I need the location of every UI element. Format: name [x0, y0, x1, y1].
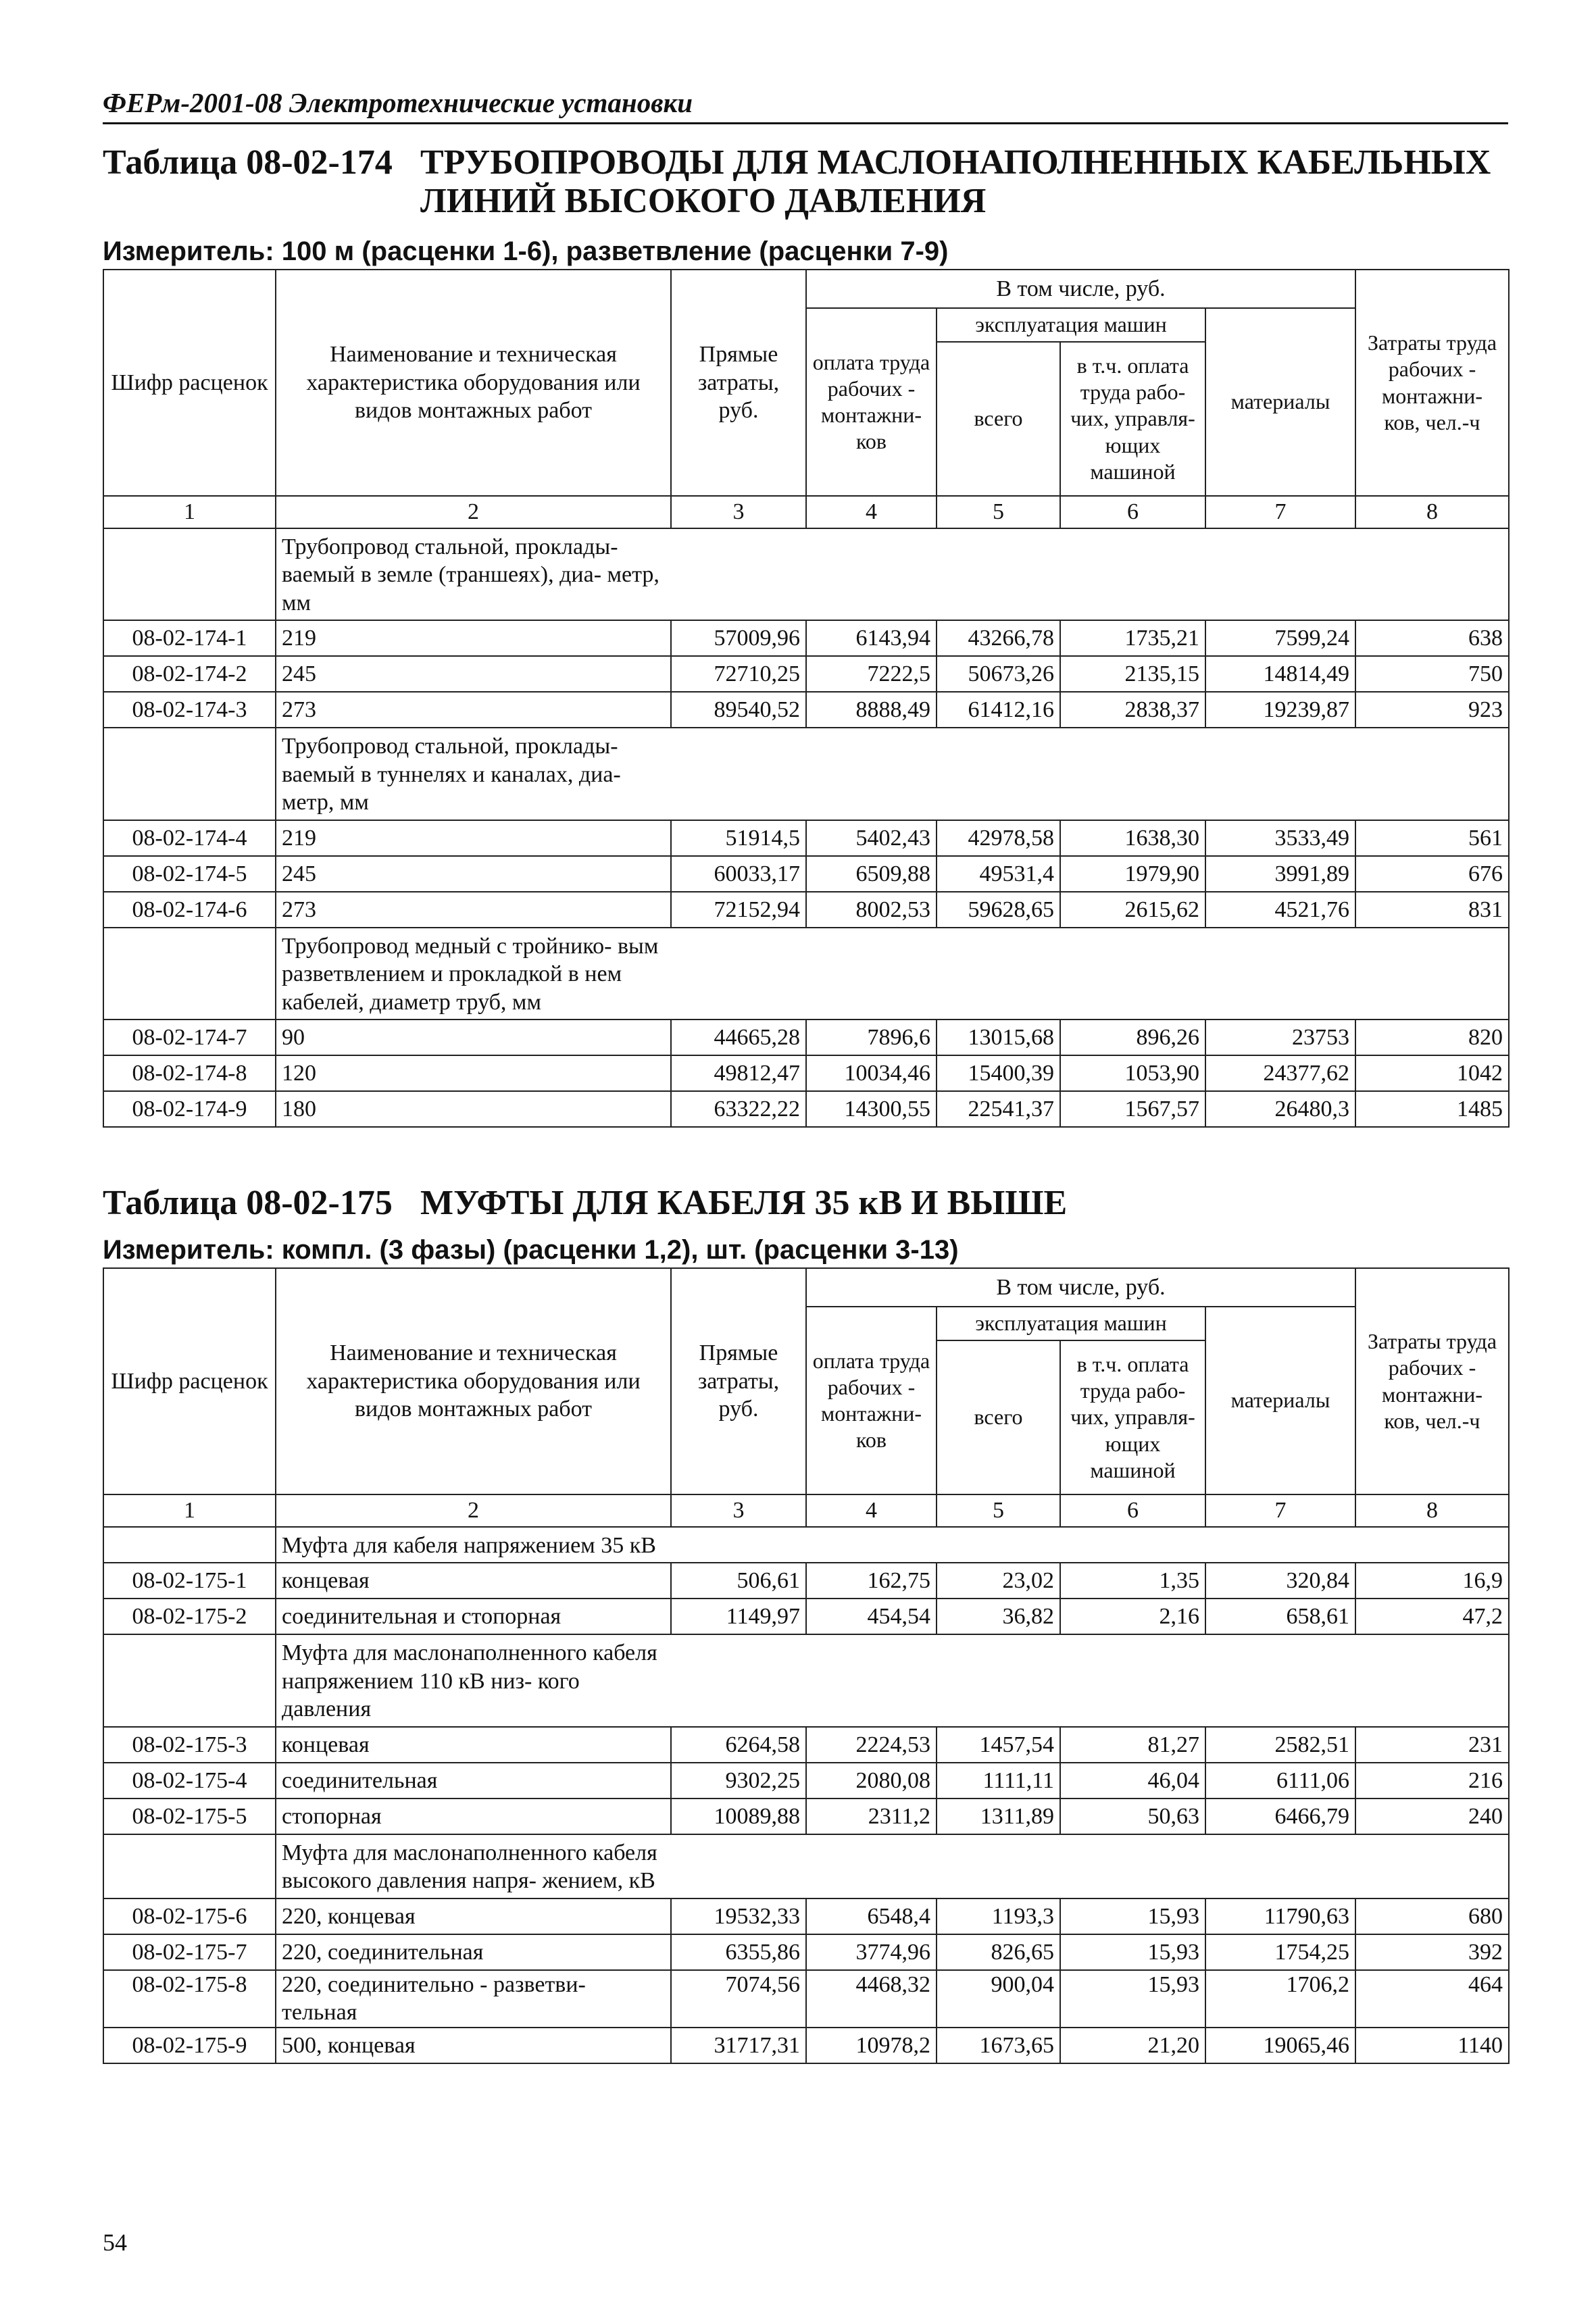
cell-materials: 6111,06 [1205, 1763, 1355, 1799]
table-row [103, 892, 1509, 928]
table-row [103, 1055, 1509, 1091]
table-row [103, 1763, 1509, 1799]
cell-code: 08-02-174-9 [103, 1091, 276, 1127]
cell-direct: 506,61 [671, 1563, 806, 1599]
cell-labor-pay: 7222,5 [806, 656, 937, 692]
cell-labor-pay: 10034,46 [806, 1055, 937, 1091]
cell-materials: 658,61 [1205, 1599, 1355, 1634]
cell-direct: 49812,47 [671, 1055, 806, 1091]
header-including: В том числе, руб. [806, 1268, 1355, 1307]
cell-labor-pay: 454,54 [806, 1599, 937, 1634]
cell-code: 08-02-175-2 [103, 1599, 276, 1634]
table-row [103, 856, 1509, 892]
cell-labor-pay: 6509,88 [806, 856, 937, 892]
measure-line: Измеритель: компл. (3 фазы) (расценки 1,2), шт. (расценки 3-13) [103, 1235, 959, 1265]
cell-labor-pay: 162,75 [806, 1563, 937, 1599]
column-number: 4 [806, 496, 937, 528]
table-row [103, 1934, 1509, 1970]
header-labor-pay: оплата труда рабочих - монтажни- ков [806, 308, 937, 496]
cell-labor-hours: 638 [1355, 620, 1509, 656]
cell-name: концевая [276, 1727, 671, 1763]
cell-direct: 10089,88 [671, 1799, 806, 1834]
cell-name: 500, концевая [276, 2028, 671, 2063]
cell-labor-hours: 231 [1355, 1727, 1509, 1763]
cell-machines-labor: 1638,30 [1060, 820, 1205, 856]
cell-materials: 1754,25 [1205, 1934, 1355, 1970]
table-row [103, 692, 1509, 728]
measure-line: Измеритель: 100 м (расценки 1-6), разветвление (расценки 7-9) [103, 236, 949, 266]
cell-machines-labor: 2,16 [1060, 1599, 1205, 1634]
cell-machines: 1311,89 [937, 1799, 1060, 1834]
cell-name: 90 [276, 1020, 671, 1055]
cell-labor-pay: 3774,96 [806, 1934, 937, 1970]
group-row [103, 728, 1509, 820]
table-row [103, 1020, 1509, 1055]
cell-name: 245 [276, 856, 671, 892]
cell-materials: 26480,3 [1205, 1091, 1355, 1127]
cell-name: 220, соединительно - разветви- тельная [276, 1970, 671, 2028]
column-number: 4 [806, 1494, 937, 1527]
cell-name: концевая [276, 1563, 671, 1599]
cell-labor-pay: 2224,53 [806, 1727, 937, 1763]
cell-direct: 7074,56 [671, 1970, 806, 2028]
column-numbers-row [103, 496, 1509, 528]
table-row [103, 620, 1509, 656]
cell-code: 08-02-174-7 [103, 1020, 276, 1055]
table-row [103, 1599, 1509, 1634]
cell-machines-labor: 15,93 [1060, 1898, 1205, 1934]
cell-labor-pay: 14300,55 [806, 1091, 937, 1127]
cell-machines-labor: 21,20 [1060, 2028, 1205, 2063]
column-number: 1 [103, 1494, 276, 1527]
cell-code: 08-02-174-3 [103, 692, 276, 728]
running-header: ФЕРм-2001-08 Электротехнические установки [103, 88, 1508, 124]
cell-materials: 19065,46 [1205, 2028, 1355, 2063]
cell-machines-labor: 1567,57 [1060, 1091, 1205, 1127]
cell-machines-labor: 81,27 [1060, 1727, 1205, 1763]
cell-code: 08-02-174-2 [103, 656, 276, 692]
header-name: Наименование и техническая характеристика оборудования или видов монтажных работ [276, 1268, 671, 1494]
cell-materials: 1706,2 [1205, 1970, 1355, 2028]
header-materials: материалы [1205, 1307, 1355, 1494]
cell-machines-labor: 2615,62 [1060, 892, 1205, 928]
cell-machines-labor: 15,93 [1060, 1970, 1205, 2028]
cell-materials: 6466,79 [1205, 1799, 1355, 1834]
cell-materials: 2582,51 [1205, 1727, 1355, 1763]
cell-labor-hours: 923 [1355, 692, 1509, 728]
group-row [103, 1527, 1509, 1563]
column-numbers-row [103, 1494, 1509, 1527]
column-number: 1 [103, 496, 276, 528]
group-title: Муфта для маслонаполненного кабеля высокого давления напря- жением, кВ [282, 1840, 657, 1894]
cell-labor-hours: 1140 [1355, 2028, 1509, 2063]
cell-name: 220, соединительная [276, 1934, 671, 1970]
cell-direct: 9302,25 [671, 1763, 806, 1799]
cell-labor-hours: 676 [1355, 856, 1509, 892]
table-number: Таблица 08-02-174 [103, 143, 393, 182]
cell-direct: 89540,52 [671, 692, 806, 728]
cell-code: 08-02-175-5 [103, 1799, 276, 1834]
cell-direct: 72710,25 [671, 656, 806, 692]
column-number: 3 [671, 1494, 806, 1527]
column-number: 8 [1355, 1494, 1509, 1527]
cell-direct: 72152,94 [671, 892, 806, 928]
column-number: 2 [276, 1494, 671, 1527]
header-labor-pay: оплата труда рабочих - монтажни- ков [806, 1307, 937, 1494]
cell-name: 219 [276, 820, 671, 856]
rates-table-174 [103, 269, 1510, 1128]
cell-machines-labor: 896,26 [1060, 1020, 1205, 1055]
table-row [103, 1799, 1509, 1834]
cell-machines: 1457,54 [937, 1727, 1060, 1763]
header-machines-labor: в т.ч. оплата труда рабо- чих, управля- ющих машиной [1060, 1340, 1205, 1494]
cell-materials: 3991,89 [1205, 856, 1355, 892]
cell-labor-hours: 820 [1355, 1020, 1509, 1055]
cell-direct: 31717,31 [671, 2028, 806, 2063]
table-row [103, 656, 1509, 692]
cell-labor-pay: 2311,2 [806, 1799, 937, 1834]
cell-labor-pay: 4468,32 [806, 1970, 937, 2028]
group-row [103, 928, 1509, 1020]
cell-machines-labor: 1053,90 [1060, 1055, 1205, 1091]
header-machines: эксплуатация машин [937, 1307, 1205, 1340]
cell-machines-labor: 1979,90 [1060, 856, 1205, 892]
cell-name: 245 [276, 656, 671, 692]
header-labor-hours: Затраты труда рабочих - монтажни- ков, чел.-ч [1355, 1268, 1509, 1494]
column-number: 6 [1060, 1494, 1205, 1527]
cell-code: 08-02-175-9 [103, 2028, 276, 2063]
header-direct-costs: Прямые затраты, руб. [671, 1268, 806, 1494]
column-number: 5 [937, 1494, 1060, 1527]
cell-machines-labor: 2135,15 [1060, 656, 1205, 692]
cell-labor-pay: 10978,2 [806, 2028, 937, 2063]
cell-labor-hours: 1042 [1355, 1055, 1509, 1091]
cell-materials: 4521,76 [1205, 892, 1355, 928]
cell-name: 273 [276, 692, 671, 728]
cell-machines-labor: 1,35 [1060, 1563, 1205, 1599]
header-machines-labor: в т.ч. оплата труда рабо- чих, управля- ющих машиной [1060, 342, 1205, 496]
cell-code: 08-02-175-3 [103, 1727, 276, 1763]
cell-materials: 11790,63 [1205, 1898, 1355, 1934]
cell-materials: 7599,24 [1205, 620, 1355, 656]
table-name: ТРУБОПРОВОДЫ ДЛЯ МАСЛОНАПОЛНЕННЫХ КАБЕЛЬНЫХ ЛИНИЙ ВЫСОКОГО ДАВЛЕНИЯ [420, 143, 1491, 221]
cell-direct: 60033,17 [671, 856, 806, 892]
cell-machines: 42978,58 [937, 820, 1060, 856]
group-title: Муфта для маслонаполненного кабеля напряжением 110 кВ низ- кого давления [282, 1640, 657, 1722]
cell-machines: 61412,16 [937, 692, 1060, 728]
group-title: Трубопровод медный с тройнико- вым разветвлением и прокладкой в нем кабелей, диаметр труб, мм [282, 933, 659, 1015]
cell-name: 219 [276, 620, 671, 656]
cell-code: 08-02-175-7 [103, 1934, 276, 1970]
page-number: 54 [103, 2229, 127, 2256]
cell-materials: 3533,49 [1205, 820, 1355, 856]
table-name: МУФТЫ ДЛЯ КАБЕЛЯ 35 кВ И ВЫШЕ [420, 1184, 1068, 1222]
cell-machines: 13015,68 [937, 1020, 1060, 1055]
table-row [103, 1563, 1509, 1599]
cell-code: 08-02-175-4 [103, 1763, 276, 1799]
column-number: 8 [1355, 496, 1509, 528]
header-direct-costs: Прямые затраты, руб. [671, 270, 806, 496]
cell-machines-labor: 2838,37 [1060, 692, 1205, 728]
table-title-174 [103, 143, 1508, 224]
cell-machines: 1111,11 [937, 1763, 1060, 1799]
cell-machines-labor: 15,93 [1060, 1934, 1205, 1970]
cell-materials: 23753 [1205, 1020, 1355, 1055]
cell-name: соединительная и стопорная [276, 1599, 671, 1634]
header-including: В том числе, руб. [806, 270, 1355, 308]
table-row [103, 1091, 1509, 1127]
cell-name: 220, концевая [276, 1898, 671, 1934]
cell-machines-labor: 50,63 [1060, 1799, 1205, 1834]
cell-machines: 43266,78 [937, 620, 1060, 656]
cell-name: 180 [276, 1091, 671, 1127]
cell-code: 08-02-174-5 [103, 856, 276, 892]
cell-machines-labor: 46,04 [1060, 1763, 1205, 1799]
column-number: 5 [937, 496, 1060, 528]
cell-machines: 22541,37 [937, 1091, 1060, 1127]
table-row [103, 1727, 1509, 1763]
table-title-175 [103, 1184, 1508, 1224]
cell-machines: 50673,26 [937, 656, 1060, 692]
cell-machines: 59628,65 [937, 892, 1060, 928]
cell-labor-hours: 240 [1355, 1799, 1509, 1834]
cell-machines: 900,04 [937, 1970, 1060, 2028]
cell-labor-hours: 561 [1355, 820, 1509, 856]
cell-direct: 44665,28 [671, 1020, 806, 1055]
table-row [103, 820, 1509, 856]
column-number: 7 [1205, 496, 1355, 528]
cell-labor-pay: 8888,49 [806, 692, 937, 728]
cell-labor-hours: 680 [1355, 1898, 1509, 1934]
group-title: Трубопровод стальной, проклады- ваемый в туннелях и каналах, диа- метр, мм [282, 734, 621, 815]
group-row [103, 1834, 1509, 1898]
cell-materials: 24377,62 [1205, 1055, 1355, 1091]
cell-name: 120 [276, 1055, 671, 1091]
cell-direct: 51914,5 [671, 820, 806, 856]
cell-labor-pay: 5402,43 [806, 820, 937, 856]
cell-labor-pay: 8002,53 [806, 892, 937, 928]
cell-labor-pay: 6143,94 [806, 620, 937, 656]
header-code: Шифр расценок [103, 270, 276, 496]
cell-labor-pay: 7896,6 [806, 1020, 937, 1055]
cell-labor-hours: 750 [1355, 656, 1509, 692]
column-number: 2 [276, 496, 671, 528]
table-row [103, 1898, 1509, 1934]
cell-machines: 826,65 [937, 1934, 1060, 1970]
cell-labor-hours: 16,9 [1355, 1563, 1509, 1599]
cell-labor-hours: 831 [1355, 892, 1509, 928]
cell-labor-hours: 464 [1355, 1970, 1509, 2028]
header-machines: эксплуатация машин [937, 308, 1205, 342]
cell-name: стопорная [276, 1799, 671, 1834]
cell-direct: 57009,96 [671, 620, 806, 656]
cell-machines: 23,02 [937, 1563, 1060, 1599]
cell-code: 08-02-174-6 [103, 892, 276, 928]
table-row [103, 2028, 1509, 2063]
group-row [103, 528, 1509, 620]
cell-labor-pay: 2080,08 [806, 1763, 937, 1799]
cell-materials: 14814,49 [1205, 656, 1355, 692]
cell-name: соединительная [276, 1763, 671, 1799]
cell-machines-labor: 1735,21 [1060, 620, 1205, 656]
cell-code: 08-02-175-6 [103, 1898, 276, 1934]
cell-code: 08-02-174-8 [103, 1055, 276, 1091]
cell-machines: 15400,39 [937, 1055, 1060, 1091]
header-machines-total: всего [937, 342, 1060, 496]
rates-table-175 [103, 1267, 1510, 2064]
table-row [103, 1970, 1509, 2028]
header-code: Шифр расценок [103, 1268, 276, 1494]
cell-machines: 1673,65 [937, 2028, 1060, 2063]
cell-direct: 19532,33 [671, 1898, 806, 1934]
cell-direct: 1149,97 [671, 1599, 806, 1634]
group-title: Трубопровод стальной, проклады- ваемый в земле (траншеях), диа- метр, мм [282, 534, 659, 615]
cell-direct: 63322,22 [671, 1091, 806, 1127]
cell-materials: 19239,87 [1205, 692, 1355, 728]
cell-code: 08-02-175-8 [103, 1970, 276, 2028]
cell-direct: 6264,58 [671, 1727, 806, 1763]
header-machines-total: всего [937, 1340, 1060, 1494]
cell-labor-hours: 1485 [1355, 1091, 1509, 1127]
cell-machines: 1193,3 [937, 1898, 1060, 1934]
group-row [103, 1634, 1509, 1726]
column-number: 6 [1060, 496, 1205, 528]
header-materials: материалы [1205, 308, 1355, 496]
cell-labor-hours: 216 [1355, 1763, 1509, 1799]
cell-labor-pay: 6548,4 [806, 1898, 937, 1934]
header-labor-hours: Затраты труда рабочих - монтажни- ков, чел.-ч [1355, 270, 1509, 496]
cell-code: 08-02-174-4 [103, 820, 276, 856]
cell-direct: 6355,86 [671, 1934, 806, 1970]
column-number: 3 [671, 496, 806, 528]
header-name: Наименование и техническая характеристика оборудования или видов монтажных работ [276, 270, 671, 496]
table-number: Таблица 08-02-175 [103, 1184, 393, 1222]
group-title: Муфта для кабеля напряжением 35 кВ [282, 1533, 656, 1558]
cell-materials: 320,84 [1205, 1563, 1355, 1599]
cell-name: 273 [276, 892, 671, 928]
cell-code: 08-02-174-1 [103, 620, 276, 656]
cell-labor-hours: 392 [1355, 1934, 1509, 1970]
cell-code: 08-02-175-1 [103, 1563, 276, 1599]
cell-machines: 36,82 [937, 1599, 1060, 1634]
column-number: 7 [1205, 1494, 1355, 1527]
cell-machines: 49531,4 [937, 856, 1060, 892]
cell-labor-hours: 47,2 [1355, 1599, 1509, 1634]
